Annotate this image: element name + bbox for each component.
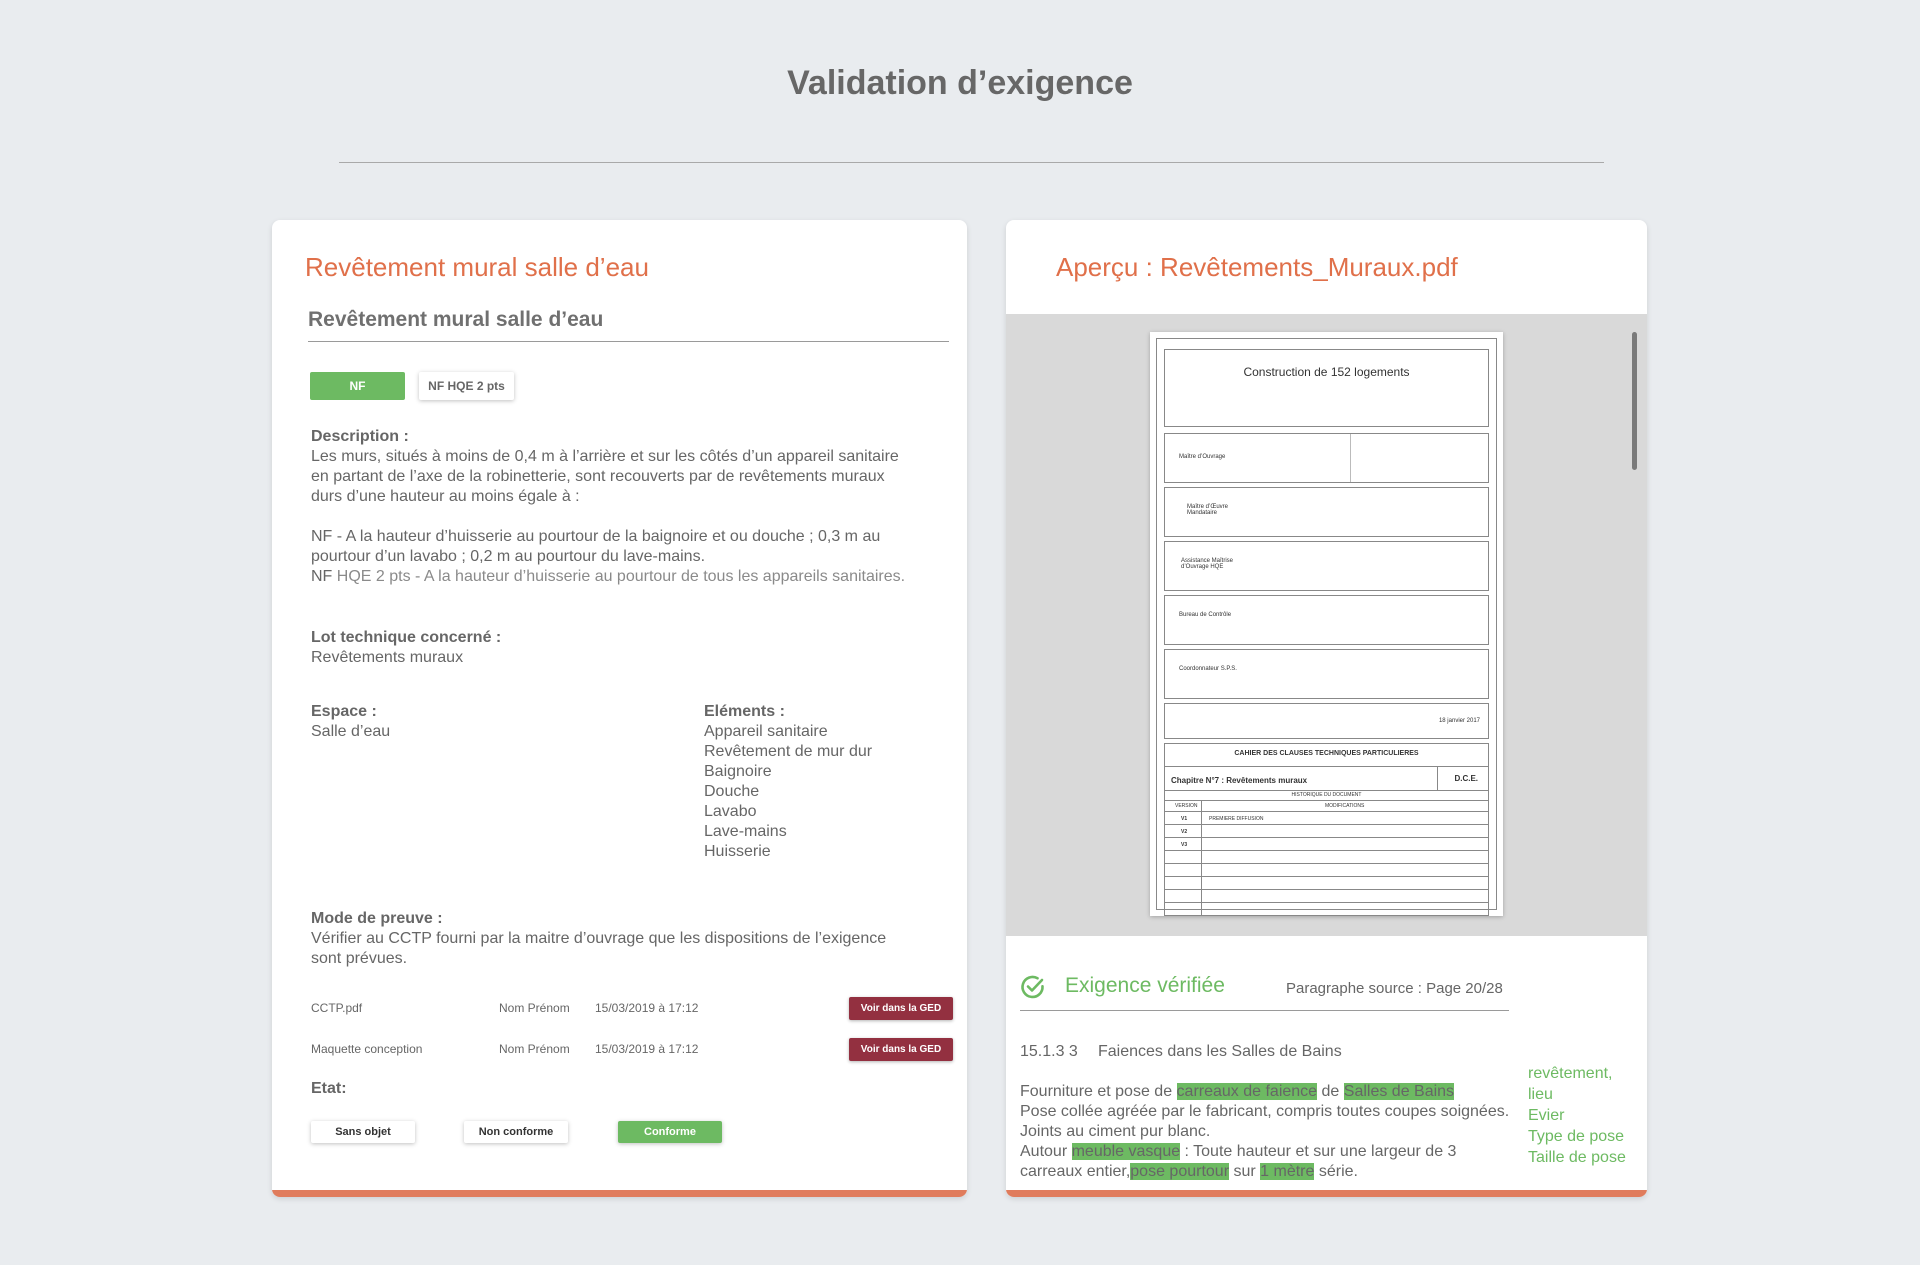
divider xyxy=(308,341,949,342)
source-excerpt xyxy=(1020,1082,1520,1182)
tag-nf-hqe[interactable]: NF HQE 2 pts xyxy=(419,372,514,400)
excerpt-text: sur xyxy=(1229,1163,1261,1180)
pdf-version: V2 xyxy=(1181,829,1188,835)
proof-section xyxy=(311,909,911,969)
proof-label: Mode de preuve : xyxy=(311,910,443,927)
page-title: Validation d’exigence xyxy=(787,64,1133,102)
excerpt-text: Autour xyxy=(1020,1143,1072,1160)
check-circle-icon xyxy=(1020,974,1046,1000)
excerpt-text: : Toute hauteur et sur une largeur de 3 carreaux entier, xyxy=(1020,1143,1457,1180)
description-text: Les murs, situés à moins de 0,4 m à l’arrière et sur les côtés d’un appareil sanitaire en partant de l’axe de la robinetterie, sont recouverts par de revêtements muraux durs d’une hauteur au moins égale à : xyxy=(311,448,899,505)
etat-conforme-button[interactable]: Conforme xyxy=(618,1121,722,1143)
keyword: revêtement, xyxy=(1528,1065,1613,1082)
card-accent-bar xyxy=(1006,1190,1647,1197)
pdf-row xyxy=(1164,433,1489,483)
hqe-text: HQE 2 pts - A la hauteur d’huisserie au pourtour de tous les appareils sanitaires. xyxy=(332,568,906,585)
lot-label: Lot technique concerné : xyxy=(311,629,502,646)
pdf-title: Construction de 152 logements xyxy=(1243,365,1410,379)
excerpt-text: Fourniture et pose de xyxy=(1020,1083,1177,1100)
verification-title: Exigence vérifiée xyxy=(1065,974,1225,997)
etat-sans-objet-button[interactable]: Sans objet xyxy=(311,1121,415,1143)
keyword: lieu xyxy=(1528,1086,1553,1103)
pdf-col-modifs: MODIFICATIONS xyxy=(1325,803,1365,809)
pdf-row-label: Maître d’Œuvre Mandataire xyxy=(1187,504,1229,516)
pdf-row-label: Bureau de Contrôle xyxy=(1179,612,1232,618)
elements-label: Eléments : xyxy=(704,703,785,720)
section-number: 15.1.3 3 xyxy=(1020,1043,1078,1060)
preview-card xyxy=(1006,220,1647,1197)
view-in-ged-button[interactable]: Voir dans la GED xyxy=(849,1038,953,1061)
source-page: Page 20/28 xyxy=(1426,980,1503,997)
pdf-date: 18 janvier 2017 xyxy=(1438,718,1480,724)
excerpt-text: série. xyxy=(1314,1163,1358,1180)
description-nf: NF - A la hauteur d’huisserie au pourtour de la baignoire et ou douche ; 0,3 m au pourtour d’un lavabo ; 0,2 m au pourtour du lave-mains. xyxy=(311,528,881,565)
pdf-dce: D.C.E. xyxy=(1454,774,1478,783)
source-paragraph xyxy=(1286,980,1503,997)
highlight: meuble vasque xyxy=(1071,1143,1181,1160)
pdf-row-label: Coordonnateur S.P.S. xyxy=(1179,666,1237,672)
excerpt-text: de xyxy=(1317,1083,1344,1100)
description-label: Description : xyxy=(311,428,409,445)
pdf-date-box xyxy=(1164,703,1489,739)
element-item: Douche xyxy=(704,783,760,800)
espace-value: Salle d’eau xyxy=(311,723,391,740)
pdf-version-text: PREMIERE DIFFUSION xyxy=(1209,816,1264,822)
document-user: Nom Prénom xyxy=(499,1042,570,1056)
verification-status xyxy=(1020,972,1503,1002)
element-item: Lavabo xyxy=(704,803,757,820)
document-user: Nom Prénom xyxy=(499,1001,570,1015)
espace-label: Espace : xyxy=(311,703,377,720)
espace-section xyxy=(311,702,611,742)
keyword: Type de pose xyxy=(1528,1128,1625,1145)
excerpt-text: Pose collée agréée par le fabricant, compris toutes coupes soignées. Joints au ciment pur blanc. xyxy=(1020,1103,1510,1140)
pdf-row-label: Maître d’Ouvrage xyxy=(1179,454,1226,460)
keyword: Taille de pose xyxy=(1528,1149,1626,1166)
etat-non-conforme-button[interactable]: Non conforme xyxy=(464,1121,568,1143)
pdf-row xyxy=(1164,541,1489,591)
element-item: Huisserie xyxy=(704,843,771,860)
preview-card-title: Aperçu : Revêtements_Muraux.pdf xyxy=(1056,252,1458,282)
highlight: Salles de Bains xyxy=(1343,1083,1455,1100)
pdf-row-label: Assistance Maîtrise d’Ouvrage HQE xyxy=(1181,558,1234,570)
source-label: Paragraphe source : xyxy=(1286,980,1422,997)
description-section xyxy=(311,427,911,587)
highlight: 1 mètre xyxy=(1260,1163,1315,1180)
keyword-list xyxy=(1528,1063,1643,1168)
lot-value: Revêtements muraux xyxy=(311,649,464,666)
pdf-col-version: VERSION xyxy=(1175,803,1198,809)
requirement-card-title: Revêtement mural salle d’eau xyxy=(305,252,649,282)
document-name[interactable]: CCTP.pdf xyxy=(311,1001,363,1015)
pdf-row xyxy=(1164,649,1489,699)
pdf-version: V3 xyxy=(1181,842,1188,848)
card-accent-bar xyxy=(272,1190,967,1197)
pdf-chapter: Chapitre N°7 : Revêtements muraux xyxy=(1171,776,1308,785)
element-item: Lave-mains xyxy=(704,823,787,840)
pdf-version: V1 xyxy=(1181,816,1188,822)
pdf-row xyxy=(1164,595,1489,645)
section-name: Faiences dans les Salles de Bains xyxy=(1098,1043,1342,1060)
view-in-ged-button[interactable]: Voir dans la GED xyxy=(849,997,953,1020)
element-item: Baignoire xyxy=(704,763,772,780)
elements-section xyxy=(704,702,872,862)
pdf-cctp-title: CAHIER DES CLAUSES TECHNIQUES PARTICULIERES xyxy=(1234,750,1419,757)
pdf-title-box xyxy=(1164,349,1489,427)
hqe-prefix: NF xyxy=(311,568,333,585)
document-date: 15/03/2019 à 17:12 xyxy=(595,1001,699,1015)
divider xyxy=(1020,1010,1509,1011)
pdf-scrollbar[interactable] xyxy=(1632,332,1637,470)
document-name[interactable]: Maquette conception xyxy=(311,1042,423,1056)
pdf-cctp-box xyxy=(1164,743,1489,916)
proof-value: Vérifier au CCTP fourni par la maitre d’ouvrage que les dispositions de l’exigence sont prévues. xyxy=(311,930,887,967)
requirement-card xyxy=(272,220,967,1197)
element-item: Appareil sanitaire xyxy=(704,723,828,740)
pdf-row xyxy=(1164,487,1489,537)
pdf-viewer[interactable] xyxy=(1006,314,1647,936)
document-row xyxy=(311,997,942,1021)
title-divider xyxy=(339,162,1604,163)
document-date: 15/03/2019 à 17:12 xyxy=(595,1042,699,1056)
pdf-page xyxy=(1150,332,1503,916)
tag-nf[interactable]: NF xyxy=(310,372,405,400)
element-item: Revêtement de mur dur xyxy=(704,743,873,760)
highlight: pose pourtour xyxy=(1130,1163,1230,1180)
lot-section xyxy=(311,628,911,668)
etat-label: Etat: xyxy=(311,1080,347,1097)
pdf-history-label: HISTORIQUE DU DOCUMENT xyxy=(1291,792,1362,798)
requirement-name: Revêtement mural salle d’eau xyxy=(308,308,604,331)
document-row xyxy=(311,1038,942,1062)
keyword: Evier xyxy=(1528,1107,1565,1124)
highlight: carreaux de faience xyxy=(1176,1083,1318,1100)
description-hqe xyxy=(311,567,911,587)
